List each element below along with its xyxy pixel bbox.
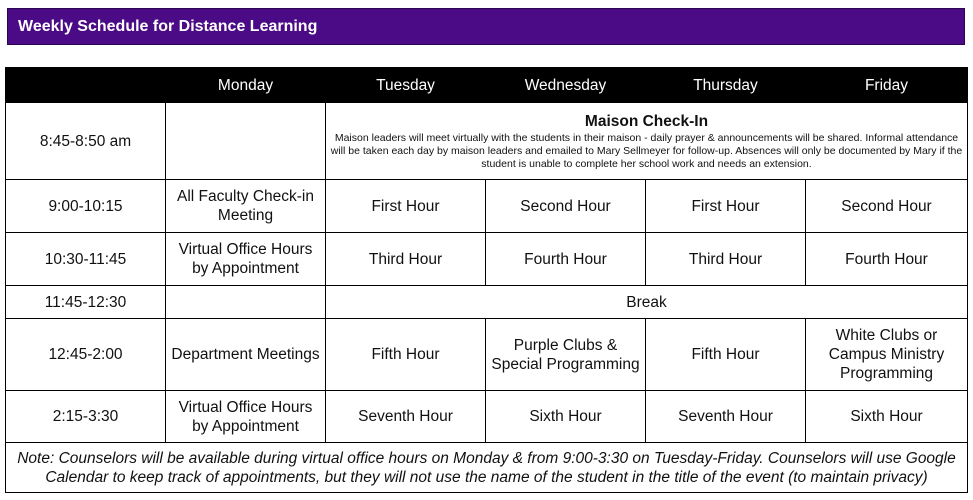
time-cell: 9:00-10:15 xyxy=(6,180,166,233)
schedule-cell: Fourth Hour xyxy=(806,233,968,286)
table-row xyxy=(6,233,968,286)
header-wednesday: Wednesday xyxy=(486,68,646,103)
schedule-cell: Fifth Hour xyxy=(646,319,806,391)
header-friday: Friday xyxy=(806,68,968,103)
break-cell: Break xyxy=(326,286,968,319)
table-row xyxy=(6,391,968,443)
schedule-cell: White Clubs or Campus Ministry Programming xyxy=(806,319,968,391)
schedule-cell: First Hour xyxy=(646,180,806,233)
table-row-break xyxy=(6,286,968,319)
schedule-cell: Seventh Hour xyxy=(646,391,806,443)
counselor-note: Note: Counselors will be available during virtual office hours on Monday & from 9:00-3:30 on Tuesday-Friday. Counselors will use Google Calendar to keep track of appointments, but they will not use the name of the student in the title of the event (to maintain privacy) xyxy=(6,443,968,493)
time-cell: 10:30-11:45 xyxy=(6,233,166,286)
schedule-title-banner: Weekly Schedule for Distance Learning xyxy=(7,8,965,45)
maison-checkin-title: Maison Check-In xyxy=(584,112,709,130)
schedule-cell: Fourth Hour xyxy=(486,233,646,286)
schedule-cell: Sixth Hour xyxy=(486,391,646,443)
schedule-cell: Purple Clubs & Special Programming xyxy=(486,319,646,391)
schedule-table xyxy=(5,67,968,493)
schedule-cell: Seventh Hour xyxy=(326,391,486,443)
schedule-cell: Sixth Hour xyxy=(806,391,968,443)
schedule-cell: Fifth Hour xyxy=(326,319,486,391)
header-corner xyxy=(6,68,166,103)
schedule-cell: Second Hour xyxy=(486,180,646,233)
monday-cell xyxy=(166,103,326,180)
header-tuesday: Tuesday xyxy=(326,68,486,103)
table-row-checkin xyxy=(6,103,968,180)
schedule-cell: Virtual Office Hours by Appointment xyxy=(166,391,326,443)
time-cell: 2:15-3:30 xyxy=(6,391,166,443)
maison-checkin-description: Maison leaders will meet virtually with the students in their maison - daily prayer & announcements will be shared. Informal attendance will be taken each day by maison leaders and emailed to Mary Sellmeyer for follow-up. Absences will only be documented by Mary if the student is unable to complete her school work and needs an extension. xyxy=(330,131,963,170)
time-cell: 12:45-2:00 xyxy=(6,319,166,391)
time-cell: 11:45-12:30 xyxy=(6,286,166,319)
maison-checkin-cell xyxy=(326,103,968,180)
table-row xyxy=(6,319,968,391)
time-cell: 8:45-8:50 am xyxy=(6,103,166,180)
table-row xyxy=(6,180,968,233)
schedule-cell: Second Hour xyxy=(806,180,968,233)
schedule-cell: Third Hour xyxy=(646,233,806,286)
header-thursday: Thursday xyxy=(646,68,806,103)
monday-cell xyxy=(166,286,326,319)
schedule-cell: All Faculty Check-in Meeting xyxy=(166,180,326,233)
header-monday: Monday xyxy=(166,68,326,103)
schedule-cell: Third Hour xyxy=(326,233,486,286)
schedule-cell: First Hour xyxy=(326,180,486,233)
table-row-note xyxy=(6,443,968,493)
schedule-cell: Department Meetings xyxy=(166,319,326,391)
header-row xyxy=(6,68,968,103)
schedule-cell: Virtual Office Hours by Appointment xyxy=(166,233,326,286)
